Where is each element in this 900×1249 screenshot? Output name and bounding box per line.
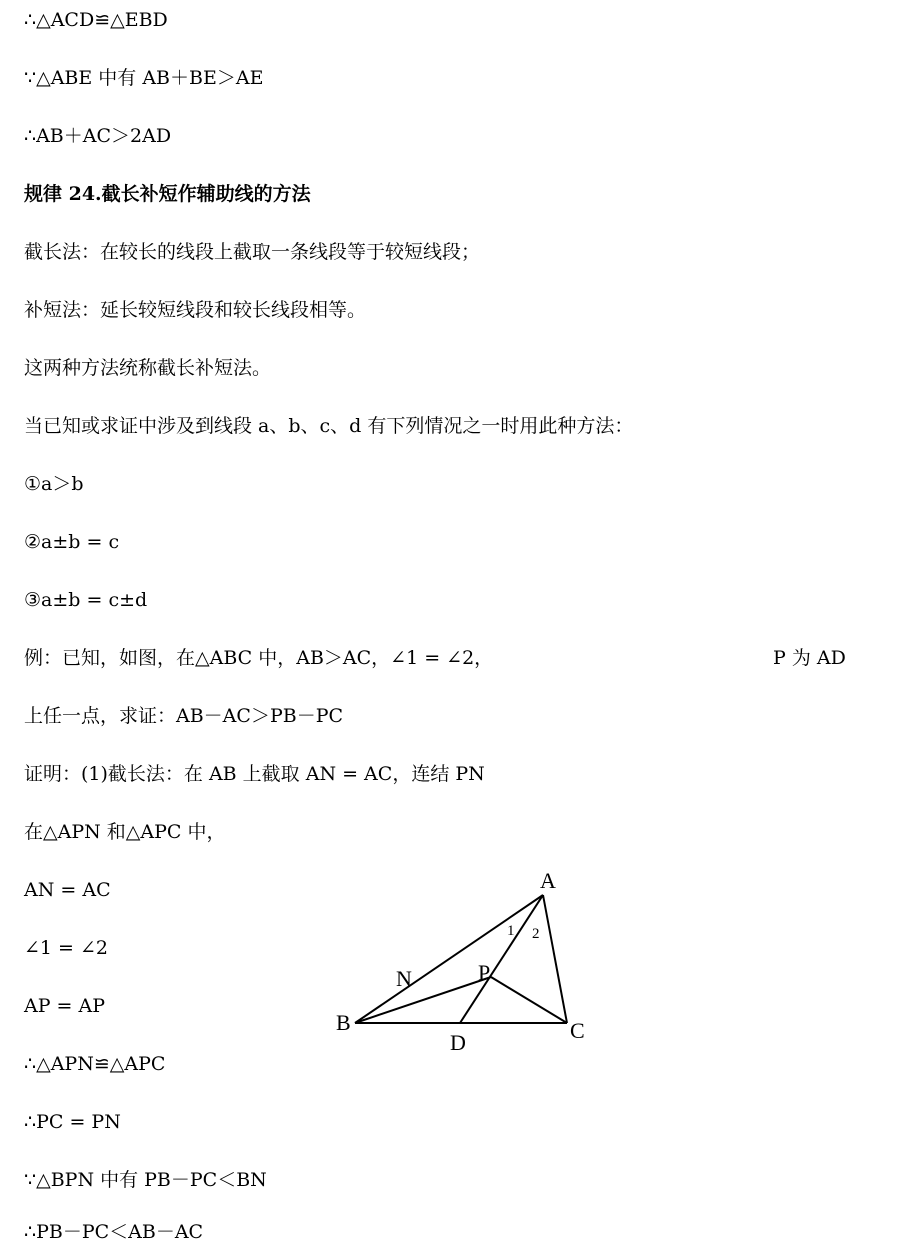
case-3: ③a±b = c±d	[24, 589, 148, 611]
label-c: C	[570, 1018, 585, 1043]
line-2: ∵△ABE 中有 AB＋BE＞AE	[24, 67, 264, 89]
rule-24-heading: 规律 24.截长补短作辅助线的方法	[24, 183, 311, 205]
case-2: ②a±b = c	[24, 531, 120, 553]
line-20: ∴PC = PN	[24, 1111, 121, 1133]
segment-ab	[355, 895, 543, 1023]
line-7: 这两种方法统称截长补短法。	[24, 357, 272, 379]
line-3: ∴AB＋AC＞2AD	[24, 125, 172, 147]
segment-ad	[460, 895, 543, 1023]
line-22: ∴PB－PC＜AB－AC	[24, 1221, 204, 1243]
example-line-tail: P 为 AD	[773, 647, 846, 669]
label-p: P	[478, 960, 491, 985]
segment-ac	[543, 895, 567, 1023]
label-angle-2: 2	[532, 926, 540, 942]
label-d: D	[450, 1030, 466, 1055]
line-16: AN = AC	[24, 879, 111, 901]
segment-bp	[355, 977, 491, 1023]
line-13: 上任一点，求证：AB－AC＞PB－PC	[24, 705, 344, 727]
line-8: 当已知或求证中涉及到线段 a、b、c、d 有下列情况之一时用此种方法：	[24, 415, 634, 437]
label-n: N	[396, 966, 412, 991]
line-21: ∵△BPN 中有 PB－PC＜BN	[24, 1169, 267, 1191]
label-a: A	[540, 868, 556, 893]
line-15: 在△APN 和△APC 中，	[24, 821, 226, 843]
case-1: ①a＞b	[24, 473, 84, 495]
label-b: B	[336, 1010, 351, 1035]
label-angle-1: 1	[507, 923, 515, 939]
line-18: AP = AP	[24, 995, 106, 1017]
example-line: 例：已知，如图，在△ABC 中，AB＞AC，∠1 = ∠2，	[24, 647, 494, 669]
line-5: 截长法：在较长的线段上截取一条线段等于较短线段；	[24, 241, 481, 263]
segment-pc	[491, 977, 567, 1023]
proof-start: 证明：(1)截长法：在 AB 上截取 AN = AC，连结 PN	[24, 763, 485, 785]
line-19: ∴△APN≌△APC	[24, 1053, 166, 1075]
triangle-figure	[330, 860, 600, 1060]
line-17: ∠1 = ∠2	[24, 937, 109, 959]
line-6: 补短法：延长较短线段和较长线段相等。	[24, 299, 367, 321]
line-1: ∴△ACD≌△EBD	[24, 9, 168, 31]
